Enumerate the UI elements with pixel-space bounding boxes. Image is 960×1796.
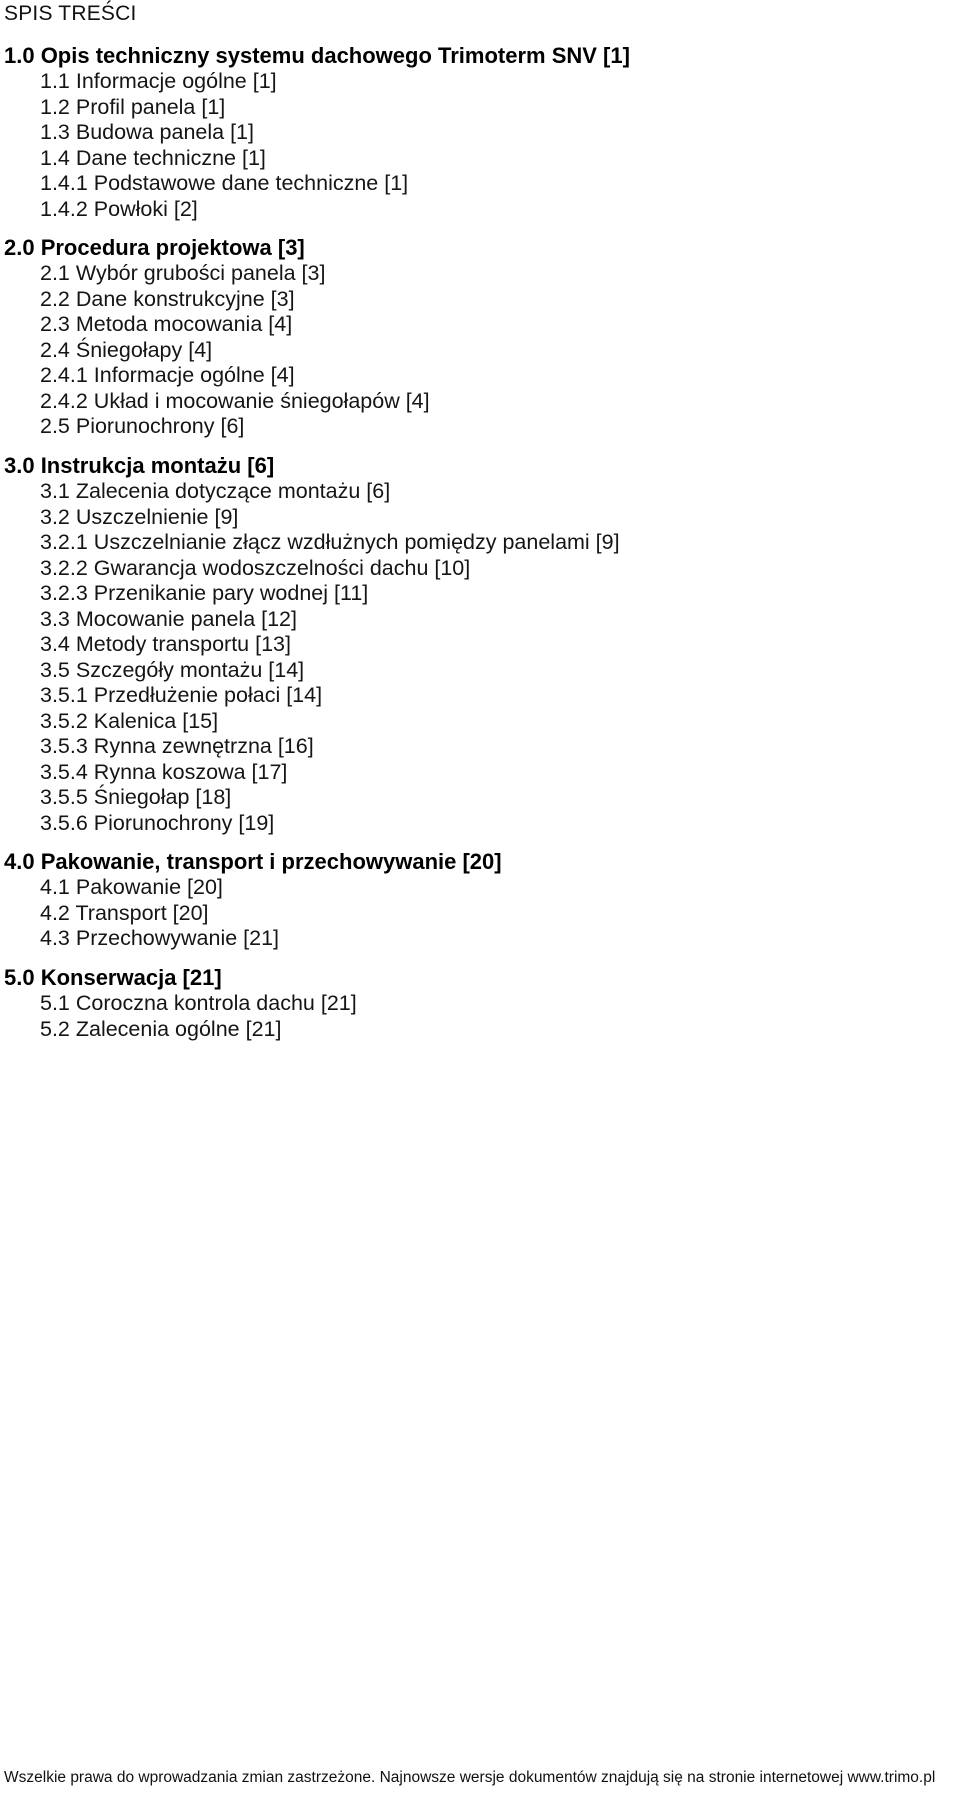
- toc-entry[interactable]: 1.4.2 Powłoki [2]: [40, 197, 198, 221]
- toc-entry[interactable]: 3.2.1 Uszczelnianie złącz wzdłużnych pomiędzy panelami [9]: [40, 530, 620, 554]
- toc-entry[interactable]: 3.4 Metody transportu [13]: [40, 632, 291, 656]
- toc-entry[interactable]: 2.1 Wybór grubości panela [3]: [40, 261, 326, 285]
- toc-entry[interactable]: 1.2 Profil panela [1]: [40, 95, 226, 119]
- toc-entry[interactable]: 5.1 Coroczna kontrola dachu [21]: [40, 991, 357, 1015]
- toc-entry[interactable]: 1.1 Informacje ogólne [1]: [40, 69, 277, 93]
- toc-entry[interactable]: 3.5 Szczegóły montażu [14]: [40, 658, 305, 682]
- toc-entry[interactable]: 1.4 Dane techniczne [1]: [40, 146, 266, 170]
- toc-entry[interactable]: 3.1 Zalecenia dotyczące montażu [6]: [40, 479, 391, 503]
- toc-section-heading[interactable]: 5.0 Konserwacja [21]: [4, 965, 222, 990]
- page-title: SPIS TREŚCI: [4, 2, 137, 25]
- toc-entry[interactable]: 3.2.3 Przenikanie pary wodnej [11]: [40, 581, 369, 605]
- toc-entry[interactable]: 3.5.3 Rynna zewnętrzna [16]: [40, 734, 314, 758]
- toc-entry[interactable]: 3.5.6 Piorunochrony [19]: [40, 811, 275, 835]
- toc-entry[interactable]: 2.4.2 Układ i mocowanie śniegołapów [4]: [40, 389, 430, 413]
- toc-entry[interactable]: 2.4 Śniegołapy [4]: [40, 338, 213, 362]
- toc-entry[interactable]: 2.2 Dane konstrukcyjne [3]: [40, 287, 295, 311]
- toc-entry[interactable]: 2.3 Metoda mocowania [4]: [40, 312, 293, 336]
- toc-section-heading[interactable]: 1.0 Opis techniczny systemu dachowego Trimoterm SNV [1]: [4, 43, 630, 68]
- toc-entry[interactable]: 3.2 Uszczelnienie [9]: [40, 505, 239, 529]
- toc-entry[interactable]: 3.5.5 Śniegołap [18]: [40, 785, 232, 809]
- toc-entry[interactable]: 1.4.1 Podstawowe dane techniczne [1]: [40, 171, 409, 195]
- toc-entry[interactable]: 2.4.1 Informacje ogólne [4]: [40, 363, 295, 387]
- toc-entry[interactable]: 3.3 Mocowanie panela [12]: [40, 607, 297, 631]
- toc-entry[interactable]: 3.5.4 Rynna koszowa [17]: [40, 760, 288, 784]
- toc-section-heading[interactable]: 3.0 Instrukcja montażu [6]: [4, 453, 275, 478]
- toc-entry[interactable]: 4.2 Transport [20]: [40, 901, 209, 925]
- toc-entry[interactable]: 4.1 Pakowanie [20]: [40, 875, 223, 899]
- toc-section-heading[interactable]: 2.0 Procedura projektowa [3]: [4, 235, 305, 260]
- toc-entry[interactable]: 5.2 Zalecenia ogólne [21]: [40, 1017, 282, 1041]
- toc-entry[interactable]: 1.3 Budowa panela [1]: [40, 120, 254, 144]
- toc-section-heading[interactable]: 4.0 Pakowanie, transport i przechowywanie [20]: [4, 849, 502, 874]
- toc-entry[interactable]: 4.3 Przechowywanie [21]: [40, 926, 280, 950]
- toc-entry[interactable]: 3.2.2 Gwarancja wodoszczelności dachu [10]: [40, 556, 471, 580]
- footer-note: Wszelkie prawa do wprowadzania zmian zastrzeżone. Najnowsze wersje dokumentów znajdują się na stronie internetowej www.trimo.pl: [4, 1769, 936, 1786]
- toc-entry[interactable]: 3.5.2 Kalenica [15]: [40, 709, 219, 733]
- toc-entry[interactable]: 3.5.1 Przedłużenie połaci [14]: [40, 683, 323, 707]
- toc-entry[interactable]: 2.5 Piorunochrony [6]: [40, 414, 245, 438]
